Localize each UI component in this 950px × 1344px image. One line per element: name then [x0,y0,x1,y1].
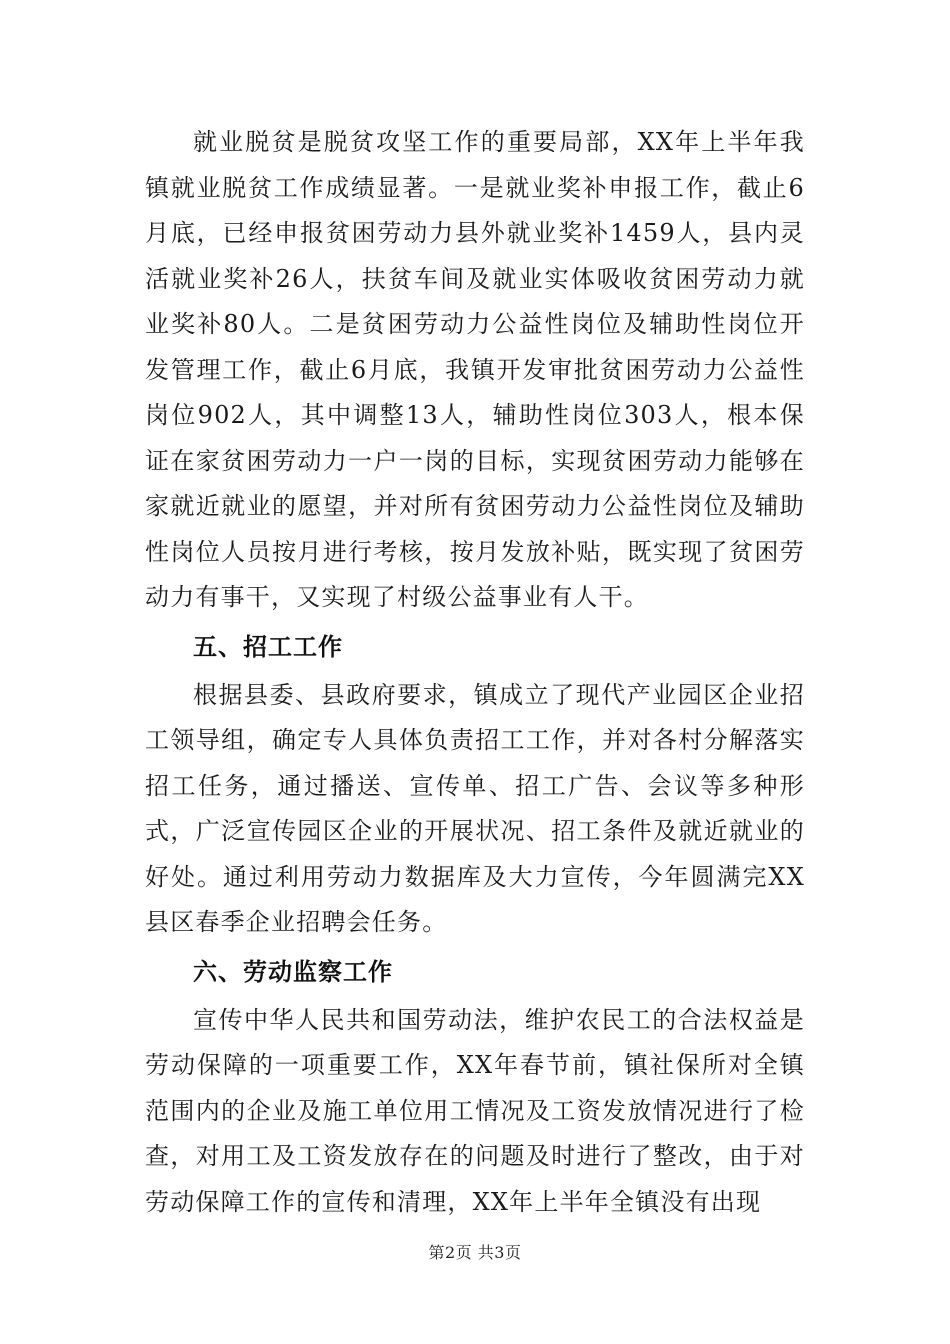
document-body [145,120,805,1225]
paragraph-employment-poverty: 就业脱贫是脱贫攻坚工作的重要局部，XX年上半年我镇就业脱贫工作成绩显著。一是就业奖补申报工作，截止6月底，已经申报贫困劳动力县外就业奖补1459人，县内灵活就业奖补26人，扶贫车间及就业实体吸收贫困劳动力就业奖补80人。二是贫困劳动力公益性岗位及辅助性岗位开发管理工作，截止6月底，我镇开发审批贫困劳动力公益性岗位902人，其中调整13人，辅助性岗位303人，根本保证在家贫困劳动力一户一岗的目标，实现贫困劳动力能够在家就近就业的愿望，并对所有贫困劳动力公益性岗位及辅助性岗位人员按月进行考核，按月发放补贴，既实现了贫困劳动力有事干，又实现了村级公益事业有人干。 [145,128,805,611]
paragraph-recruitment: 根据县委、县政府要求，镇成立了现代产业园区企业招工领导组，确定专人具体负责招工工作，并对各村分解落实招工任务，通过播送、宣传单、招工广告、会议等多种形式，广泛宣传园区企业的开展状况、招工条件及就近就业的好处。通过利用劳动力数据库及大力宣传，今年圆满完XX县区春季企业招聘会任务。 [145,680,805,936]
section-heading-recruitment: 五、招工工作 [193,632,343,661]
section-heading-labor-inspection: 六、劳动监察工作 [193,957,393,986]
paragraph-labor-inspection: 宣传中华人民共和国劳动法，维护农民工的合法权益是劳动保障的一项重要工作，XX年春节前，镇社保所对全镇范围内的企业及施工单位用工情况及工资发放情况进行了检查，对用工及工资发放存在的问题及时进行了整改，由于对劳动保障工作的宣传和清理，XX年上半年全镇没有出现 [145,1005,805,1216]
page-footer: 第2页 共3页 [428,1243,522,1262]
